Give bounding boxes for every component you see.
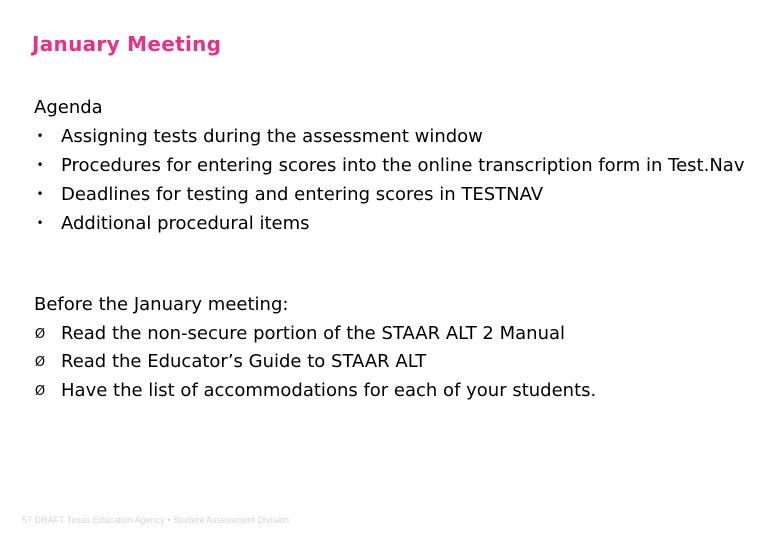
bullet-icon: • <box>36 216 44 230</box>
before-meeting-item <box>34 320 754 349</box>
agenda-item <box>34 180 754 209</box>
agenda-item-text: Assigning tests during the assessment window <box>61 126 483 147</box>
before-meeting-item-text: Read the Educator’s Guide to STAAR ALT <box>61 351 427 372</box>
before-meeting-item-text: Read the non-secure portion of the STAAR ALT 2 Manual <box>61 322 566 344</box>
before-meeting-section <box>34 291 754 405</box>
before-meeting-item-text: Have the list of accommodations for each of your students. <box>61 379 597 401</box>
agenda-item <box>34 209 754 238</box>
slide-title: January Meeting <box>32 32 222 56</box>
bullet-icon: • <box>36 129 44 143</box>
before-meeting-item <box>34 348 754 377</box>
arrow-bullet-icon: Ø <box>34 383 46 399</box>
agenda-item <box>34 122 754 151</box>
before-meeting-item <box>34 377 754 406</box>
arrow-bullet-icon: Ø <box>34 326 46 342</box>
bullet-icon: • <box>36 158 44 172</box>
agenda-item-text: Procedures for entering scores into the online transcription form in Test.Nav <box>61 155 745 176</box>
agenda-heading: Agenda <box>34 97 103 118</box>
arrow-bullet-icon: Ø <box>34 355 46 370</box>
slide-footer <box>22 515 289 525</box>
agenda-item <box>34 151 754 180</box>
before-meeting-heading: Before the January meeting: <box>34 294 289 315</box>
page-number: 57 <box>22 515 33 525</box>
agenda-section <box>34 93 754 238</box>
agenda-item-text: Deadlines for testing and entering scores in TESTNAV <box>61 184 544 205</box>
footer-text: DRAFT Texas Education Agency • Student Assessment Division <box>34 515 289 525</box>
agenda-list <box>34 122 754 238</box>
bullet-icon: • <box>36 187 44 201</box>
before-meeting-list <box>34 320 754 406</box>
agenda-item-text: Additional procedural items <box>61 213 310 234</box>
